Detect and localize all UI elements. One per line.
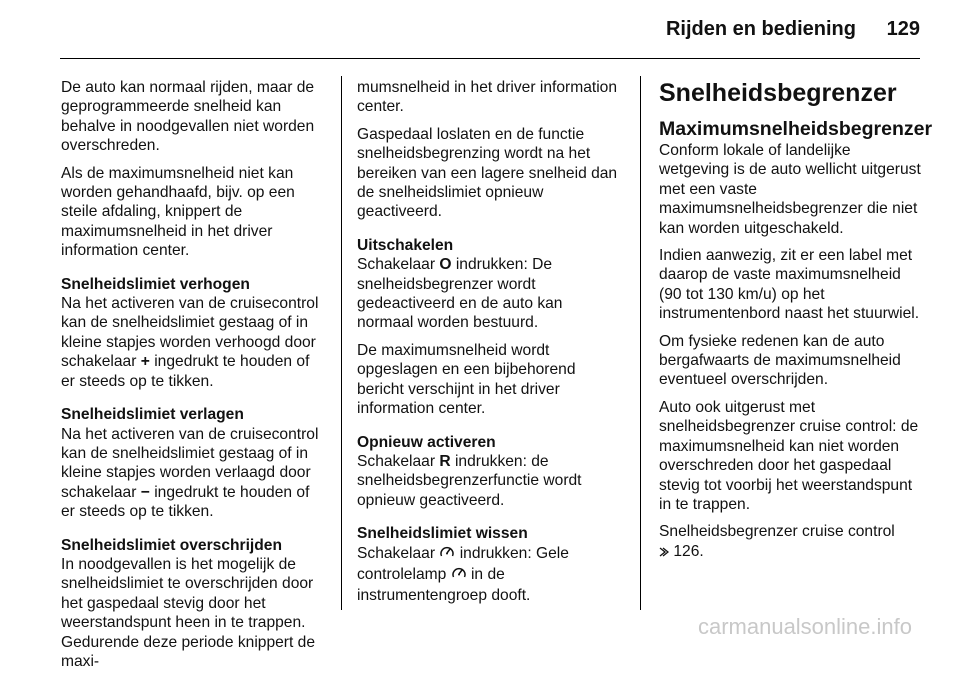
section-text: indrukken: De snelheidsbegrenzer wordt gedeactiveerd en de auto kan normaal worden bestuurd. [357,256,563,332]
section-speed-decrease [61,405,323,521]
column-divider-2 [640,76,641,610]
section-title: Maximumsnelheidsbegrenzer [659,118,933,140]
section-text: Schakelaar [357,452,436,470]
section-heading: Opnieuw activeren [357,433,496,451]
reference-text: Snelheidsbegrenzer cruise control [659,523,895,541]
section-text: Schakelaar [357,256,436,274]
cross-reference [659,522,922,563]
paragraph: Conform lokale of landelijke wetgeving is de auto wellicht uitgerust met een vaste maximumsnelheidsbegrenzer die niet kan worden uitgeschakeld. [659,142,921,237]
speed-limiter-icon [439,544,455,565]
column-1 [61,78,323,679]
reference-page-link[interactable]: 126. [673,542,704,560]
paragraph: De auto kan normaal rijden, maar de geprogrammeerde snelheid kan behalve in noodgevallen niet worden overschreden. [61,79,315,155]
section-text: indrukken: Gele controlelamp [357,544,569,583]
section-text: indrukken: de snelheidsbegrenzerfunctie wordt opnieuw geactiveerd. [357,452,582,509]
plus-icon: + [140,353,150,371]
section-clear-limit [357,524,619,606]
paragraph: Gaspedaal loslaten en de functie snelheidsbegrenzing wordt na het bereiken van een lagere snelheid dan de snelheidslimiet opnieuw geactiveerd. [357,125,618,221]
section-text: ingedrukt te houden of er steeds op te tikken. [61,353,310,390]
section-text: Schakelaar [357,544,436,562]
section-text: ingedrukt te houden of er steeds op te tikken. [61,483,310,521]
section-speed-exceed [61,536,323,672]
column-3 [659,78,933,571]
section-text: in de instrumentengroep dooft. [357,565,531,605]
column-2 [357,78,619,614]
r-switch-icon: R [439,452,451,470]
speed-limiter-icon [451,565,467,586]
circle-switch-icon: O [439,256,452,274]
watermark: carmanualsonline.info [697,614,912,639]
section-heading: Snelheidslimiet verhogen [61,275,250,293]
section-text: In noodgevallen is het mogelijk de snelheidslimiet te overschrijden door het gaspedaal stevig door het weerstandspunt heen in te trappen. Gedurende deze periode knippert de maxi- [61,555,316,670]
section-reactivate [357,433,619,511]
minus-icon: − [140,483,150,501]
section-text: Na het activeren van de cruisecontrol kan de snelheidslimiet gestaag of in kleine stapjes worden verlaagd door schakelaar [61,425,319,501]
section-text: Na het activeren van de cruisecontrol kan de snelheidslimiet gestaag of in kleine stapjes worden verhoogd door schakelaar [61,295,319,371]
paragraph: Om fysieke redenen kan de auto bergafwaarts de maximumsnelheid eventueel overschrijden. [659,332,901,389]
page-header-title: Rijden en bediening [665,18,856,40]
section-heading: Uitschakelen [357,236,454,254]
section-heading: Snelheidslimiet wissen [357,525,528,543]
page-number: 129 [886,18,920,40]
paragraph: De maximumsnelheid wordt opgeslagen en een bijbehorend bericht verschijnt in het driver information center. [357,341,576,418]
section-switch-off [357,236,619,333]
chapter-title: Snelheidsbegrenzer [659,79,897,107]
paragraph: Indien aanwezig, zit er een label met daarop de vaste maximumsnelheid (90 tot 130 km/u) op het instrumentenbord naast het stuurwiel. [659,247,920,323]
section-heading: Snelheidslimiet verlagen [61,406,244,424]
column-divider-1 [341,76,342,610]
section-heading: Snelheidslimiet overschrijden [61,536,282,554]
section-speed-increase [61,275,323,391]
paragraph: mumsnelheid in het driver information center. [357,79,618,116]
page-reference-arrow-icon [659,544,669,563]
paragraph: Als de maximumsnelheid niet kan worden gehandhaafd, bijv. op een steile afdaling, knippert de maximumsnelheid in het driver information center. [61,164,295,260]
header-divider [60,58,920,59]
paragraph: Auto ook uitgerust met snelheidsbegrenzer cruise control: de maximumsnelheid kan niet worden overschreden door het gaspedaal stevig tot voorbij het weerstandspunt in te trappen. [659,398,919,513]
